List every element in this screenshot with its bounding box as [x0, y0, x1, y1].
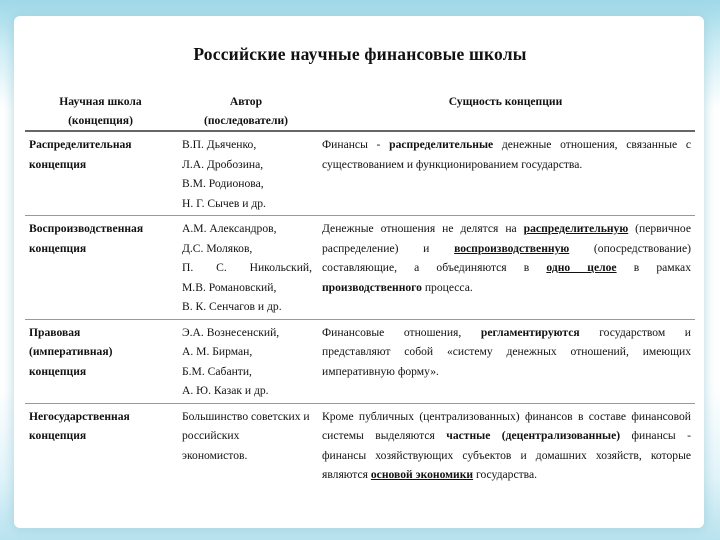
header-essence: Сущность концепции	[316, 91, 695, 131]
table-row	[25, 216, 695, 320]
table-row	[25, 403, 695, 487]
school-cell: Негосударственная концепция	[29, 409, 130, 442]
authors-cell: Э.А. Вознесенский, А. М. Бирман, Б.М. Сабанти, А. Ю. Казак и др.	[176, 319, 316, 403]
header-author: Автор (последователи)	[176, 91, 316, 131]
table-row	[25, 319, 695, 403]
essence-cell: Финансовые отношения, регламентируются государством и представляют собой «систему денежных отношений, имеющих императивную форму».	[316, 319, 695, 403]
schools-table	[25, 91, 695, 487]
essence-cell: Финансы - распределительные денежные отношения, связанные с существованием и функционированием государства.	[316, 131, 695, 216]
table-row	[25, 131, 695, 216]
authors-cell: В.П. Дьяченко, Л.А. Дробозина, В.М. Родионова, Н. Г. Сычев и др.	[176, 131, 316, 216]
authors-cell: Большинство советских и российских экономистов.	[182, 409, 310, 462]
school-cell: Воспроизводственная концепция	[25, 216, 176, 320]
school-cell: Распределительная концепция	[25, 131, 176, 216]
essence-cell: Денежные отношения не делятся на распределительную (первичное распределение) и воспроизводственную (опосредствование) составляющие, а объединяются в одно целое в рамках производственного процесса.	[316, 216, 695, 320]
header-school: Научная школа (концепция)	[25, 91, 176, 131]
slide-title: Российские научные финансовые школы	[193, 44, 527, 64]
authors-cell: А.М. Александров, Д.С. Моляков, П. С. Никольский, М.В. Романовский, В. К. Сенчагов и др.	[176, 216, 316, 320]
essence-cell: Кроме публичных (централизованных) финансов в составе финансовой системы выделяются частные (децентрализованные) финансы - финансы хозяйствующих субъектов и домашних хозяйств, которые являются основой экономики государства.	[322, 409, 691, 481]
table-header-row	[25, 91, 695, 131]
school-cell: Правовая (императивная) концепция	[25, 319, 176, 403]
